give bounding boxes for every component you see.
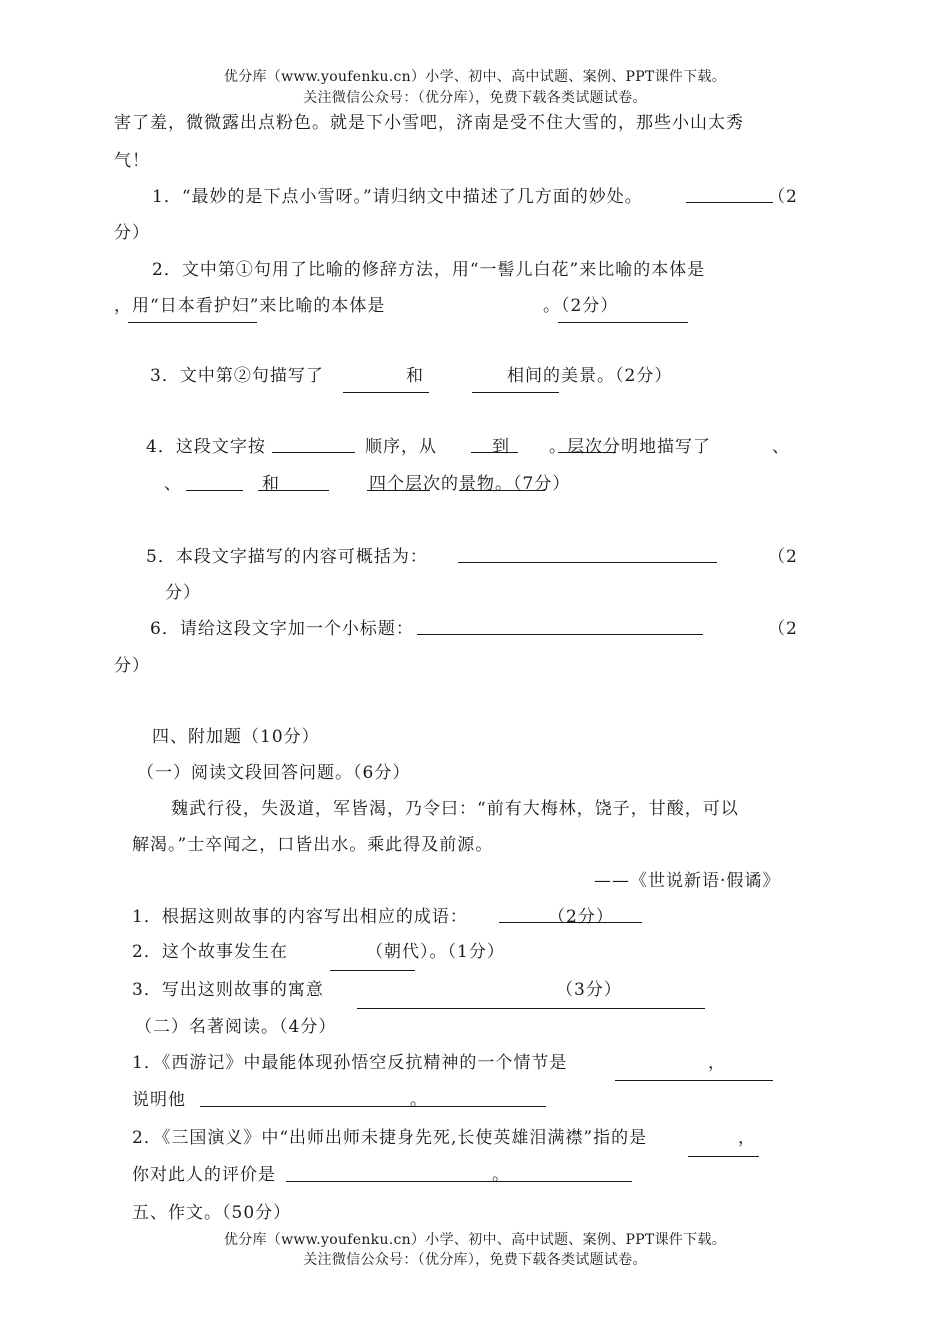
score-q5-b: 分） bbox=[165, 583, 201, 603]
question-4-b: 顺序，从 bbox=[365, 437, 437, 457]
question-4-h: 四个层次的景物。（7分） bbox=[369, 474, 571, 494]
answer-blank-q5[interactable] bbox=[458, 562, 717, 563]
answer-blank-dynasty[interactable] bbox=[330, 970, 415, 971]
part-2-question-2-end: 。 bbox=[492, 1165, 510, 1185]
answer-blank-journey-meaning[interactable] bbox=[200, 1106, 546, 1107]
footer-line-2: 关注微信公众号：（优分库），免费下载各类试题试卷。 bbox=[303, 1252, 647, 1268]
answer-blank-q4-d[interactable] bbox=[186, 490, 243, 491]
part-2-question-2: 2．《三国演义》中“出师出师未捷身先死,长使英雄泪满襟”指的是 bbox=[132, 1128, 648, 1148]
question-4-d: 。层次分明地描写了 bbox=[549, 437, 711, 457]
answer-blank-q2-a[interactable] bbox=[128, 322, 257, 323]
question-5: 5．本段文字描写的内容可概括为： bbox=[146, 547, 428, 567]
part-1-question-3: 3．写出这则故事的寓意 bbox=[132, 980, 324, 1000]
part-1-question-2-b: （朝代）。（1分） bbox=[366, 942, 505, 962]
answer-blank-q3-a[interactable] bbox=[343, 392, 429, 393]
answer-blank-q4-g[interactable] bbox=[459, 490, 545, 491]
question-3-b: 相间的美景。（2分） bbox=[507, 366, 673, 386]
answer-blank-q4-b[interactable] bbox=[471, 452, 518, 453]
question-1: 1．“最妙的是下点小雪呀。”请归纳文中描述了几方面的妙处。 bbox=[152, 187, 643, 207]
section-5-title: 五、作文。（50分） bbox=[132, 1203, 292, 1223]
question-2-score: 。（2分） bbox=[543, 296, 619, 316]
part-1-question-2-a: 2．这个故事发生在 bbox=[132, 942, 288, 962]
classical-passage-line-1: 魏武行役，失汲道，军皆渴，乃令曰：“前有大梅林，饶子，甘酸，可以 bbox=[171, 799, 739, 819]
answer-blank-evaluation[interactable] bbox=[286, 1181, 632, 1182]
part-1-question-1-score: （2分） bbox=[548, 907, 614, 927]
header-line-1: 优分库（www.youfenku.cn）小学、初中、高中试题、案例、PPT课件下载。 bbox=[223, 69, 727, 85]
answer-blank-q6[interactable] bbox=[417, 634, 703, 635]
answer-blank-journey-plot[interactable] bbox=[615, 1080, 773, 1081]
question-4-a: 4．这段文字按 bbox=[146, 437, 266, 457]
section-4-title: 四、附加题（10分） bbox=[152, 727, 320, 747]
score-q6-b: 分） bbox=[114, 656, 150, 676]
part-1-question-3-score: （3分） bbox=[556, 980, 622, 1000]
score-q6-a: （2 bbox=[768, 619, 798, 639]
question-4-f: 、 bbox=[164, 474, 182, 494]
part-1-title: （一）阅读文段回答问题。（6分） bbox=[137, 763, 411, 783]
answer-blank-moral[interactable] bbox=[357, 1008, 705, 1009]
passage-source: ——《世说新语·假谲》 bbox=[594, 871, 781, 891]
passage-line-1: 害了羞，微微露出点粉色。就是下小雪吧，济南是受不住大雪的，那些小山太秀 bbox=[114, 113, 744, 133]
part-2-question-1-end: 。 bbox=[410, 1090, 428, 1110]
classical-passage-line-2: 解渴。”士卒闻之，口皆出水。乘此得及前源。 bbox=[132, 835, 494, 855]
answer-blank-q3-b[interactable] bbox=[472, 392, 559, 393]
part-2-question-1-comma: ， bbox=[708, 1053, 726, 1073]
part-2-question-2-line-2: 你对此人的评价是 bbox=[132, 1165, 276, 1185]
score-q5-a: （2 bbox=[768, 547, 798, 567]
answer-blank-q4-f[interactable] bbox=[367, 490, 430, 491]
question-4-c: 到 bbox=[492, 437, 510, 457]
answer-blank-q1[interactable] bbox=[686, 202, 773, 203]
question-4-e: 、 bbox=[772, 437, 790, 457]
question-4-g: 和 bbox=[262, 474, 280, 494]
part-2-question-1-line-2: 说明他 bbox=[132, 1090, 186, 1110]
answer-blank-q4-c[interactable] bbox=[558, 452, 616, 453]
question-6: 6．请给这段文字加一个小标题： bbox=[150, 619, 414, 639]
answer-blank-q2-b[interactable] bbox=[558, 322, 688, 323]
part-2-question-2-comma: ， bbox=[738, 1128, 756, 1148]
answer-blank-person[interactable] bbox=[688, 1156, 759, 1157]
score-q1-b: 分） bbox=[114, 223, 150, 243]
answer-blank-idiom[interactable] bbox=[499, 922, 642, 923]
footer-line-1: 优分库（www.youfenku.cn）小学、初中、高中试题、案例、PPT课件下载。 bbox=[223, 1232, 727, 1248]
question-2-line-2: ，用“日本看护妇”来比喻的本体是 bbox=[114, 296, 386, 316]
answer-blank-q4-e[interactable] bbox=[258, 490, 329, 491]
header-line-2: 关注微信公众号：（优分库），免费下载各类试题试卷。 bbox=[303, 90, 647, 106]
question-3-a: 3．文中第②句描写了 bbox=[150, 366, 324, 386]
passage-line-2: 气！ bbox=[114, 151, 150, 171]
question-3-and: 和 bbox=[406, 366, 424, 386]
score-q1-a: （2 bbox=[768, 187, 798, 207]
part-1-question-1: 1．根据这则故事的内容写出相应的成语： bbox=[132, 907, 468, 927]
question-2: 2．文中第①句用了比喻的修辞方法，用“一髻儿白花”来比喻的本体是 bbox=[152, 260, 706, 280]
part-2-question-1: 1．《西游记》中最能体现孙悟空反抗精神的一个情节是 bbox=[132, 1053, 568, 1073]
part-2-title: （二）名著阅读。（4分） bbox=[135, 1017, 337, 1037]
answer-blank-q4-a[interactable] bbox=[272, 452, 355, 453]
